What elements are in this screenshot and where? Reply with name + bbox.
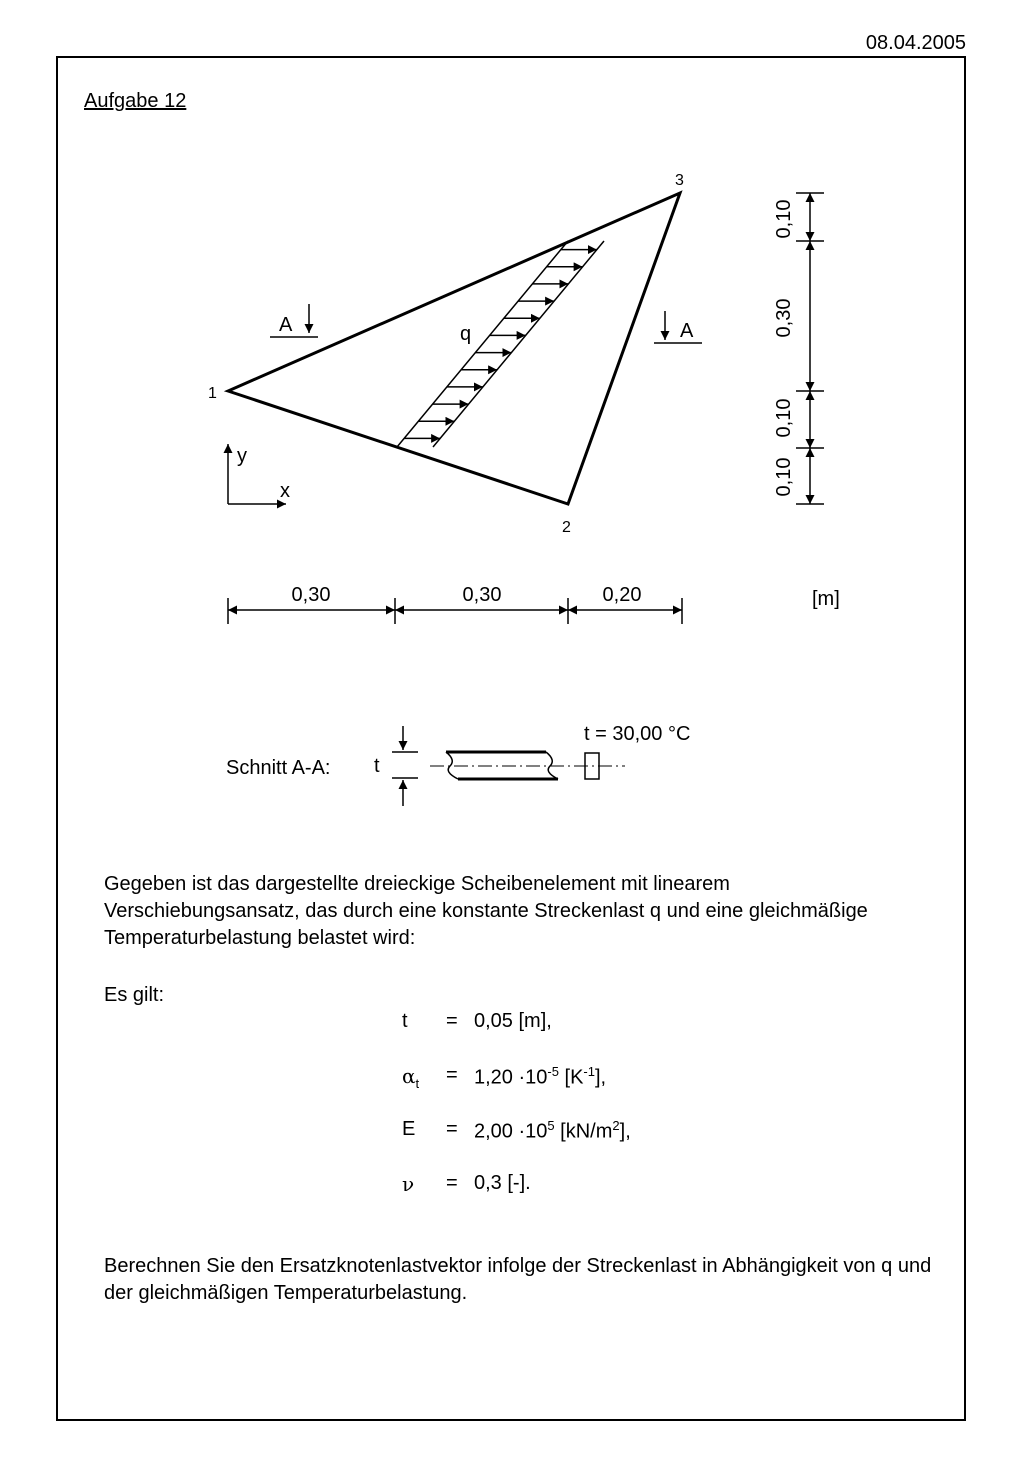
load-label-q: q — [460, 323, 472, 345]
section-mark-left — [270, 304, 318, 337]
dim-v-2: 0,30 — [773, 298, 795, 338]
triangle-element — [228, 193, 680, 504]
intro-paragraph: Gegeben ist das dargestellte dreieckige Scheibenelement mit linearem Verschiebungsansatz, das durch eine konstante Streckenlast q und eine gleichmäßige Temperaturbelastung belastet wird: — [104, 873, 868, 949]
eq-equals: = — [446, 1010, 458, 1032]
dim-h-2: 0,30 — [462, 584, 502, 606]
dim-v-3: 0,10 — [773, 398, 795, 438]
section-mark-right-label: A — [680, 320, 694, 342]
dim-v-4: 0,10 — [773, 457, 795, 497]
given-label: Es gilt: — [104, 984, 165, 1006]
section-mark-right — [654, 311, 702, 343]
date: 08.04.2005 — [865, 32, 966, 54]
node-label-2: 2 — [562, 519, 571, 536]
section-temperature-label: t = 30,00 °C — [584, 723, 691, 745]
axis-label-y: y — [237, 445, 247, 467]
dim-h-3: 0,20 — [602, 584, 642, 606]
eq-value: 0,05 [m], — [474, 1010, 552, 1032]
eq-value: 0,3 [-]. — [474, 1172, 531, 1194]
eq-value: $2,00 \cdot 10^5$ $[kN/m^2]$, — [474, 1118, 631, 1143]
axis-label-x: x — [280, 480, 290, 502]
section-label: Schnitt A-A: — [226, 757, 331, 779]
node-label-1: 1 — [208, 385, 217, 402]
eq-symbol: E — [402, 1118, 416, 1140]
section-mark-left-label: A — [279, 314, 293, 336]
eq-equals: = — [446, 1118, 458, 1140]
section-thickness-label: t — [374, 755, 380, 777]
eq-symbol: t — [402, 1010, 408, 1032]
eq-symbol: ν — [402, 1172, 415, 1196]
eq-equals: = — [446, 1172, 458, 1194]
node-label-3: 3 — [675, 172, 684, 189]
task-paragraph: Berechnen Sie den Ersatzknotenlastvektor infolge der Streckenlast in Abhängigkeit von q und der gleichmäßigen Temperaturbelastung. — [104, 1255, 932, 1304]
dim-v-1: 0,10 — [773, 199, 795, 239]
eq-equals: = — [446, 1064, 458, 1086]
unit-label: [m] — [812, 588, 840, 610]
dim-h-1: 0,30 — [291, 584, 331, 606]
vertical-dimension-line — [796, 193, 824, 504]
eq-symbol: $\alpha_t$ — [402, 1064, 420, 1091]
eq-value: $1,20 \cdot 10^{-5}$ $[K^{-1}]$, — [474, 1064, 607, 1089]
task-heading: Aufgabe 12 — [84, 90, 187, 112]
